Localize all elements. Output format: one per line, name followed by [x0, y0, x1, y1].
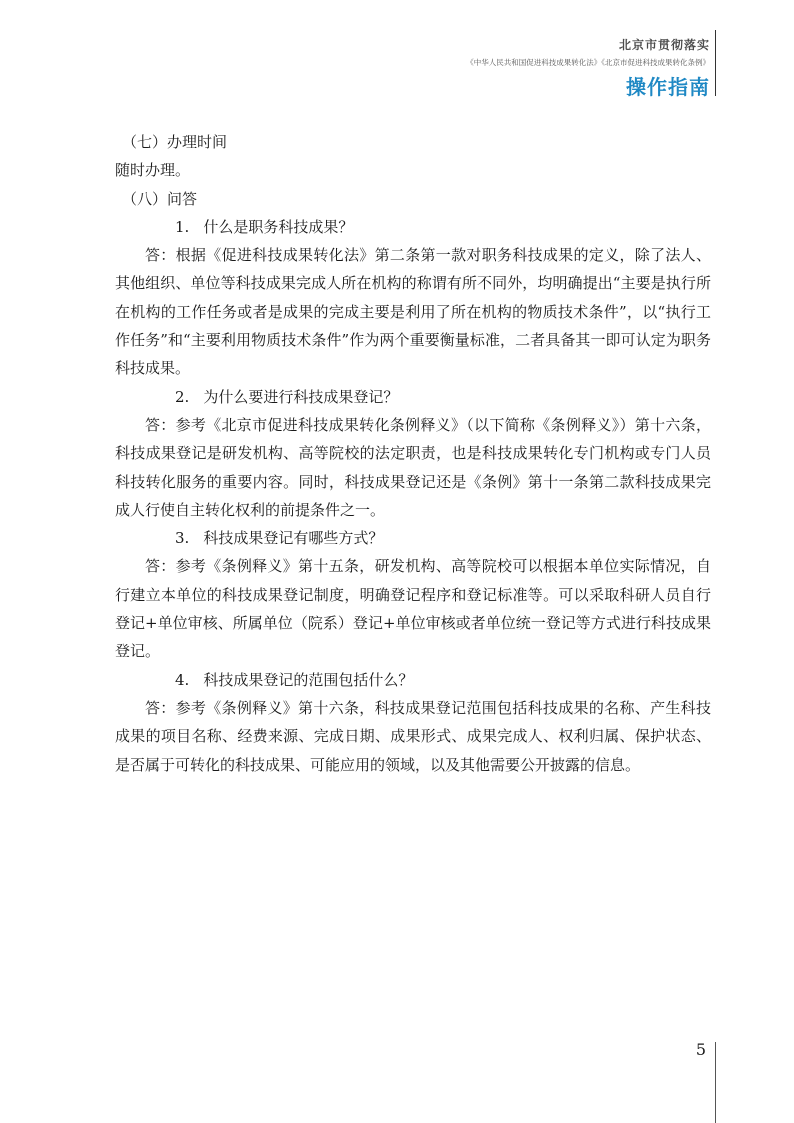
footer-vertical-rule — [715, 1042, 716, 1123]
section-heading-8: （八）问答 — [122, 189, 198, 208]
question-number: 4. — [175, 670, 190, 689]
question-text: 科技成果登记有哪些方式？ — [203, 529, 384, 548]
header-subtitle: 《中华人民共和国促进科技成果转化法》《北京市促进科技成果转化条例》 — [466, 58, 710, 67]
question-text: 科技成果登记的范围包括什么？ — [203, 670, 414, 689]
question-text: 为什么要进行科技成果登记？ — [203, 387, 399, 406]
question-number: 1. — [175, 217, 190, 236]
question-4 — [115, 666, 711, 694]
header-title: 操作指南 — [626, 75, 710, 99]
section-heading-7: （七）办理时间 — [122, 133, 228, 151]
answer-4: 答：参考《条例释义》第十六条，科技成果登记范围包括科技成果的名称、产生科技成果的项目名称、经费来源、完成日期、成果形式、成果完成人、权利归属、保护状态、是否属于可转化的科技成果、可能应用的领域，以及其他需要公开披露的信息。 — [115, 698, 711, 774]
page-header — [466, 36, 710, 100]
answer-3: 答：参考《条例释义》第十五条，研发机构、高等院校可以根据本单位实际情况，自行建立本单位的科技成果登记制度，明确登记程序和登记标准等。可以采取科研人员自行登记+单位审核、所属单位（院系）登记+单位审核或者单位统一登记等方式进行科技成果登记。 — [115, 557, 711, 661]
question-2 — [115, 383, 711, 411]
section-body-7: 随时办理。 — [115, 161, 191, 180]
question-1 — [115, 213, 711, 241]
answer-2: 答：参考《北京市促进科技成果转化条例释义》（以下简称《条例释义》）第十六条，科技成果登记是研发机构、高等院校的法定职责，也是科技成果转化专门机构或专门人员科技转化服务的重要内容。同时，科技成果登记还是《条例》第十一条第二款科技成果完成人行使自主转化权利的前提条件之一。 — [115, 415, 711, 519]
question-3 — [115, 524, 711, 552]
question-number: 3. — [175, 529, 190, 548]
header-vertical-rule — [715, 30, 716, 96]
question-number: 2. — [175, 387, 190, 406]
question-text: 什么是职务科技成果？ — [203, 217, 354, 236]
document-body — [115, 128, 711, 779]
page-number: 5 — [695, 1040, 706, 1059]
answer-1: 答：根据《促进科技成果转化法》第二条第一款对职务科技成果的定义，除了法人、其他组织、单位等科技成果完成人所在机构的称谓有所不同外，均明确提出“主要是执行所在机构的工作任务或者是成果的完成主要是利用了所在机构的物质技术条件”，以“执行工作任务”和“主要利用物质技术条件”作为两个重要衡量标准，二者具备其一即可认定为职务科技成果。 — [115, 246, 711, 378]
header-publisher: 北京市贯彻落实 — [618, 38, 710, 52]
